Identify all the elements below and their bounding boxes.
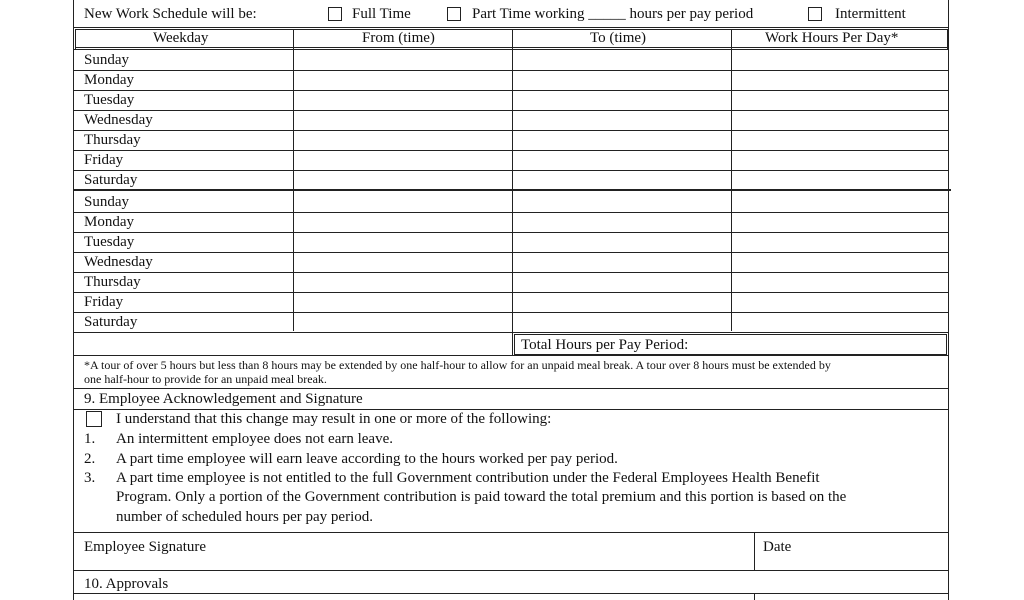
meal-break-footnote: *A tour of over 5 hours but less than 8 hours may be extended by one half-hour to allow for an unpaid meal break. A tour over 8 hours must be extended by one half-hour to provide for an unpaid meal break. bbox=[84, 358, 831, 386]
signature-date-field[interactable] bbox=[755, 533, 947, 569]
week2-row-friday: Friday bbox=[84, 294, 124, 310]
week2-row-monday: Monday bbox=[84, 214, 134, 230]
full-time-label: Full Time bbox=[352, 6, 411, 22]
item-2-text: A part time employee will earn leave according to the hours worked per pay period. bbox=[116, 451, 618, 467]
intermittent-checkbox[interactable] bbox=[808, 7, 822, 21]
item-3-number: 3. bbox=[84, 470, 96, 486]
section-9-title: 9. Employee Acknowledgement and Signature bbox=[84, 391, 363, 407]
week2-row-sunday: Sunday bbox=[84, 194, 129, 210]
header-from-time: From (time) bbox=[362, 30, 435, 46]
intermittent-label: Intermittent bbox=[835, 6, 906, 22]
employee-signature-label: Employee Signature bbox=[84, 539, 207, 555]
week2-row-wednesday: Wednesday bbox=[84, 254, 153, 270]
header-to-time: To (time) bbox=[590, 30, 647, 46]
acknowledge-text: I understand that this change may result in one or more of the following: bbox=[116, 411, 552, 427]
total-hours-label: Total Hours per Pay Period: bbox=[521, 337, 689, 353]
item-3-text: A part time employee is not entitled to the full Government contribution under the Federal Employees Health Benefit bbox=[116, 470, 820, 486]
part-time-checkbox[interactable] bbox=[447, 7, 461, 21]
item-3-continuation-1: Program. Only a portion of the Government contribution is paid toward the total premium and this portion is based on the bbox=[116, 489, 847, 505]
acknowledge-checkbox[interactable] bbox=[86, 411, 102, 427]
item-1-text: An intermittent employee does not earn leave. bbox=[116, 431, 393, 447]
week1-row-sunday: Sunday bbox=[84, 52, 129, 68]
part-time-label: Part Time working _____ hours per pay period bbox=[472, 6, 754, 22]
week1-row-tuesday: Tuesday bbox=[84, 92, 135, 108]
employee-signature-field[interactable] bbox=[74, 533, 753, 569]
header-weekday: Weekday bbox=[153, 30, 209, 46]
week1-row-thursday: Thursday bbox=[84, 132, 141, 148]
week2-row-saturday: Saturday bbox=[84, 314, 138, 330]
week1-row-friday: Friday bbox=[84, 152, 124, 168]
schedule-type-label: New Work Schedule will be: bbox=[84, 6, 257, 22]
week-divider bbox=[73, 189, 951, 191]
week1-row-wednesday: Wednesday bbox=[84, 112, 153, 128]
week2-row-thursday: Thursday bbox=[84, 274, 141, 290]
header-work-hours: Work Hours Per Day* bbox=[765, 30, 899, 46]
week1-row-saturday: Saturday bbox=[84, 172, 138, 188]
week1-row-monday: Monday bbox=[84, 72, 134, 88]
section-10-title: 10. Approvals bbox=[84, 576, 169, 592]
item-2-number: 2. bbox=[84, 451, 96, 467]
full-time-checkbox[interactable] bbox=[328, 7, 342, 21]
item-1-number: 1. bbox=[84, 431, 96, 447]
week2-row-tuesday: Tuesday bbox=[84, 234, 135, 250]
signature-date-label: Date bbox=[763, 539, 792, 555]
item-3-continuation-2: number of scheduled hours per pay period. bbox=[116, 509, 374, 525]
